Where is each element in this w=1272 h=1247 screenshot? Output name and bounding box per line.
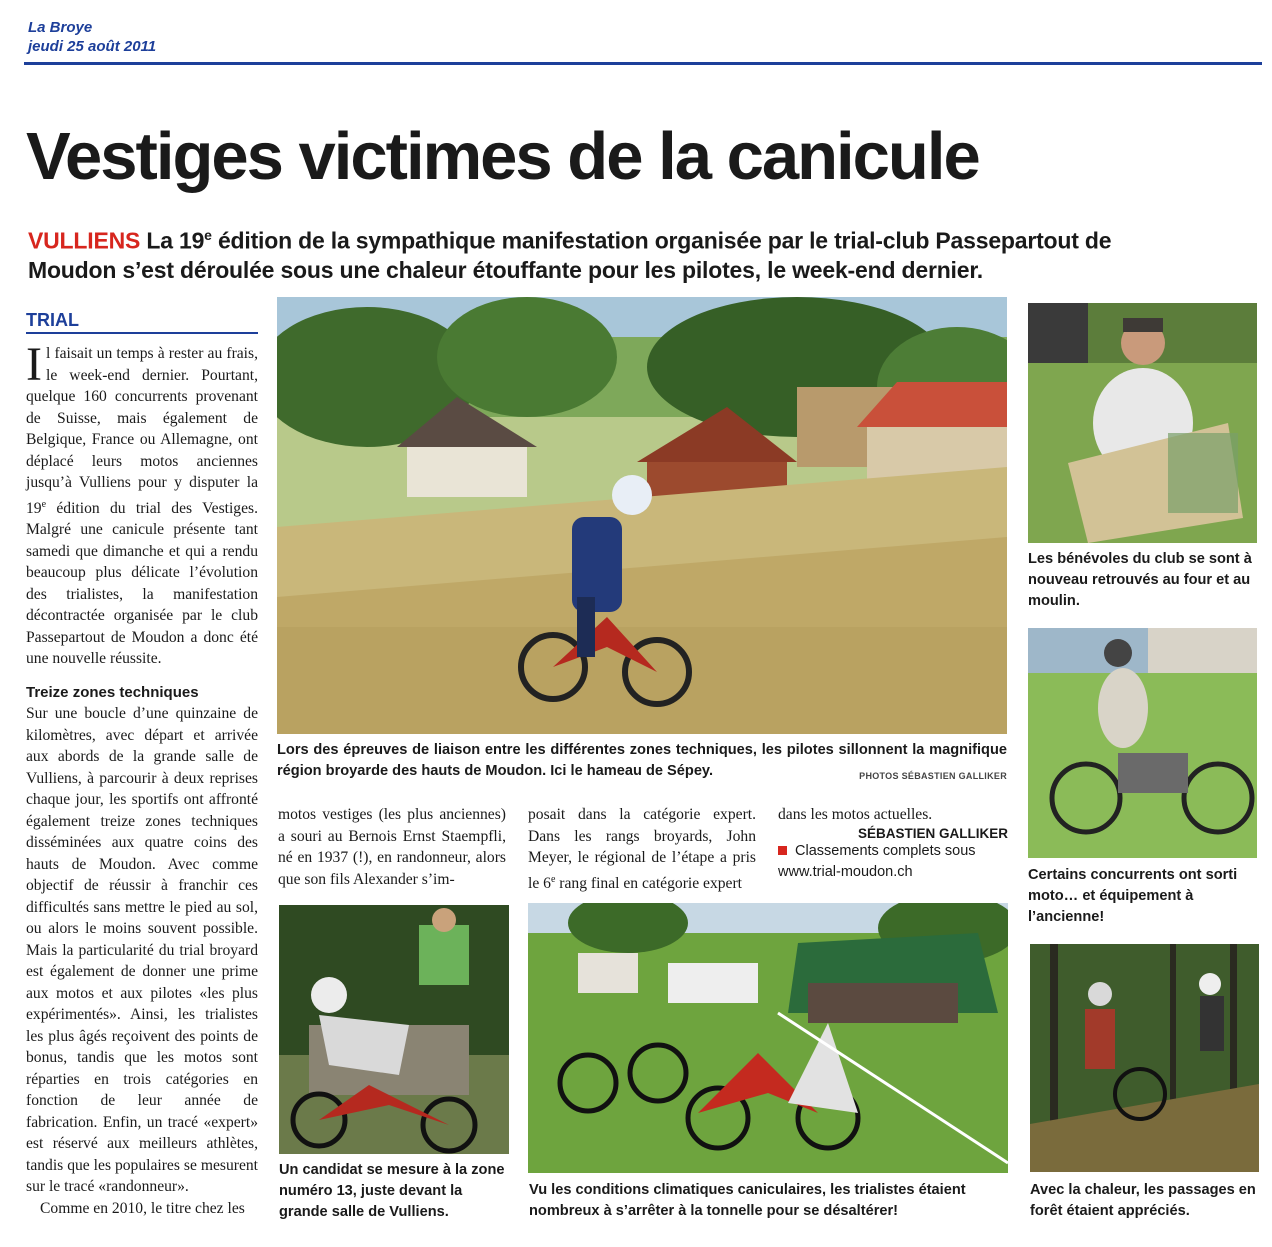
lead-keyword: VULLIENS	[28, 227, 141, 254]
results-link[interactable]: www.trial-moudon.ch	[778, 863, 913, 880]
caption-zone-13: Un candidat se mesure à la zone numéro 13, juste devant la grande salle de Vulliens.	[279, 1162, 505, 1220]
body-col3a: posait dans la catégorie expert. Dans les rangs broyards, John Meyer, le régional de l’étape a pris le 6	[528, 806, 756, 892]
photo-credit: PHOTOS SÉBASTIEN GALLIKER	[859, 771, 1007, 781]
paper-name: La Broye	[28, 19, 93, 36]
byline: SÉBASTIEN GALLIKER	[857, 825, 1008, 841]
caption-forest: Avec la chaleur, les passages en forêt étaient appréciés.	[1030, 1182, 1256, 1219]
photo-zone13-illustration	[279, 905, 509, 1154]
photo-forest-illustration	[1030, 944, 1259, 1172]
body-column-1	[26, 338, 258, 1219]
subhead: Treize zones techniques	[26, 683, 199, 701]
results-note	[778, 841, 1008, 883]
body-p3: Comme en 2010, le titre chez les	[40, 1199, 245, 1217]
body-column-2: motos vestiges (les plus anciennes) a souri au Bernois Ernst Staempfli, né en 1937 (!), en randonneur, alors que son fils Alexander s’im-	[278, 806, 506, 888]
body-col4: dans les motos actuelles.	[778, 806, 933, 823]
photo-zone-13	[279, 905, 509, 1154]
photo-main-illustration	[277, 297, 1007, 734]
body-p1b: édition du trial des Vestiges. Malgré une canicule présente tant samedi que dimanche et qui a rendu beaucoup plus délicate l’évolution des trialistes, la manifestation décontractée organisée par le club Passepartout de Moudon a donc été une nouvelle réussite.	[26, 499, 258, 668]
body-col3-sup: e	[550, 873, 556, 885]
body-p2: Sur une boucle d’une quinzaine de kilomètres, avec départ et arrivée aux abords de la grande salle de Vulliens, à parcourir à deux reprises chaque jour, les sportifs ont affronté également treize zones techniques disséminées aux quatre coins des hauts de Moudon. Avec comme objectif de réussir à franchir ces difficultés sans mettre le pied au sol, ou alors le moins souvent possible. Mais la particularité du trial broyard est également de donner une prime aux motos et aux pilotes «les plus expérimentés». Ainsi, les trialistes les plus âgés reçoivent des points de bonus, tandis que les motos sont réparties en trois catégories en fonction de leur année de fabrication. Enfin, un tracé «expert» est réservé aux meilleurs athlètes, tandis que les populaires se mesurent sur le tracé «randonneur».	[26, 705, 258, 1196]
body-p1a: l faisait un temps à rester au frais, le week-end dernier. Pourtant, quelque 160 concurrents provenant de Suisse, mais également de Belgique, France ou Allemagne, ont déplacé leurs motos anciennes jusqu’à Vulliens pour y disputer la 19	[26, 345, 258, 517]
caption-vintage: Certains concurrents ont sorti moto… et équipement à l’ancienne!	[1028, 867, 1238, 925]
dropcap: I	[26, 338, 42, 391]
photo-paddock	[528, 903, 1008, 1173]
masthead-rule	[24, 62, 1262, 65]
caption-main	[277, 740, 1007, 787]
headline: Vestiges victimes de la canicule	[26, 119, 979, 194]
masthead	[28, 18, 156, 56]
section-rubric: TRIAL	[26, 308, 258, 334]
results-note-line1: Classements complets sous	[795, 842, 976, 859]
lead-text-2: Moudon s’est déroulée sous une chaleur étouffante pour les pilotes, le week-end dernier.	[28, 256, 983, 283]
lead-text-1a: La 19	[146, 227, 205, 254]
lead-sup: e	[204, 227, 212, 243]
photo-main-rider	[277, 297, 1007, 734]
lead-paragraph	[28, 221, 1248, 285]
caption-paddock: Vu les conditions climatiques caniculaires, les trialistes étaient nombreux à s’arrêter à la tonnelle pour se désaltérer!	[529, 1182, 966, 1219]
bullet-square-icon	[778, 846, 787, 855]
body-column-4	[778, 804, 1008, 883]
issue-date: jeudi 25 août 2011	[28, 38, 157, 55]
caption-volunteers: Les bénévoles du club se sont à nouveau retrouvés au four et au moulin.	[1028, 551, 1252, 609]
photo-volunteers	[1028, 303, 1257, 543]
body-column-3	[528, 804, 756, 894]
lead-text-1b: édition de la sympathique manifestation organisée par le trial-club Passepartout de	[211, 227, 1112, 254]
photo-forest	[1030, 944, 1259, 1172]
caption-main-text: Lors des épreuves de liaison entre les différentes zones techniques, les pilotes sillonnent la magnifique région broyarde des hauts de Moudon. Ici le hameau de Sépey.	[277, 742, 1007, 779]
photo-volunteers-illustration	[1028, 303, 1257, 543]
photo-vintage-rider	[1028, 628, 1257, 858]
body-p1-sup: e	[41, 498, 47, 510]
body-col3b: rang final en catégorie expert	[555, 874, 742, 892]
photo-paddock-illustration	[528, 903, 1008, 1173]
photo-vintage-illustration	[1028, 628, 1257, 858]
